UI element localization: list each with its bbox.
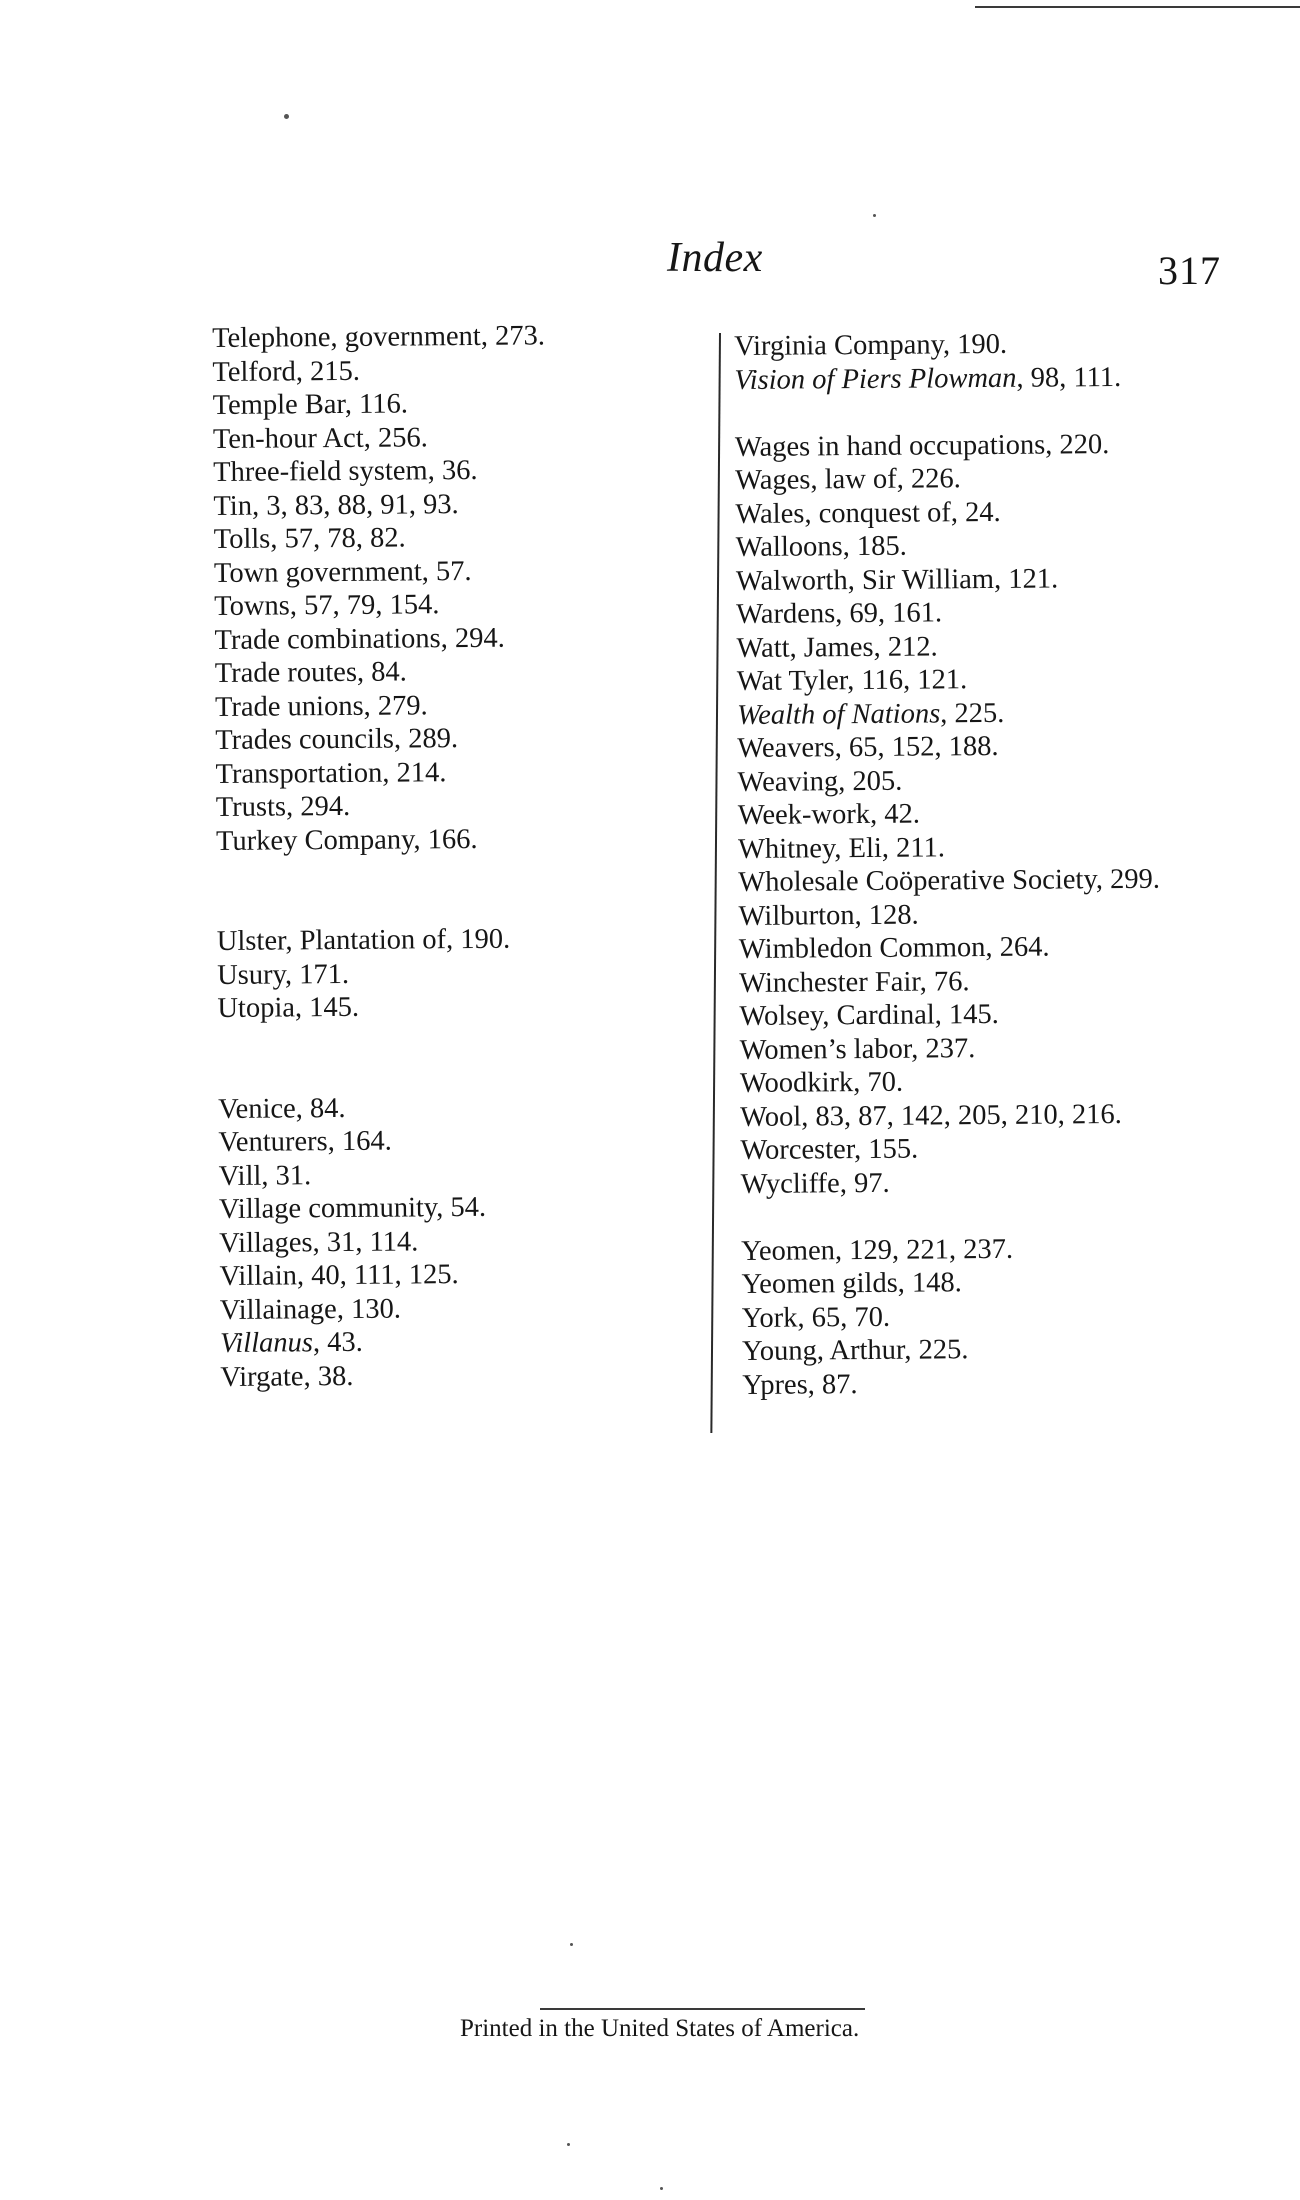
index-entry: Villain, 40, 111, 125. [219,1259,459,1292]
index-entry: Transportation, 214. [215,756,447,790]
index-entry: Weaving, 205. [737,765,903,798]
index-entry: Week-work, 42. [737,798,921,831]
index-entry: Telford, 215. [212,355,361,388]
scan-speck [570,1943,573,1946]
index-entry: Walloons, 185. [735,530,907,563]
index-entry-pages: , 225. [940,697,1005,729]
index-entry: Trades councils, 289. [215,723,459,756]
index-entry: Trusts, 294. [215,790,351,823]
index-entry: Trade routes, 84. [214,656,407,689]
index-entry: Three-field system, 36. [213,454,478,488]
index-entry-italic-term: Villanus [219,1327,314,1359]
index-entry: Trade combinations, 294. [214,622,505,656]
letter-gap [216,855,549,925]
index-entry: Young, Arthur, 225. [741,1334,969,1367]
index-entry-pages: , 98, 111. [1016,361,1122,394]
index-entry: Wycliffe, 97. [740,1167,890,1200]
index-entry: Wardens, 69, 161. [736,597,943,630]
index-entry: Women’s labor, 237. [739,1032,976,1066]
index-entry: Towns, 57, 79, 154. [214,589,440,622]
index-entry: York, 65, 70. [741,1301,891,1334]
column-divider [710,333,721,1433]
index-entry [220,1324,553,1360]
index-entry: Villainage, 130. [219,1293,402,1326]
index-entry: Tin, 3, 83, 88, 91, 93. [213,488,459,522]
index-entry: Ulster, Plantation of, 190. [216,923,511,957]
index-entry: Usury, 171. [217,958,350,991]
index-entry: Tolls, 57, 78, 82. [213,522,406,555]
letter-gap [741,1198,1163,1235]
index-entry-italic-term: Vision of Piers Plowman [734,362,1017,396]
index-entry-italic-term: Wealth of Nations [736,697,941,731]
index-entry: Venice, 84. [218,1092,346,1125]
index-entry: Wholesale Coöperative Society, 299. [738,863,1161,898]
index-entry: Village community, 54. [218,1191,487,1225]
index-entry: Wages in hand occupations, 220. [734,428,1110,463]
index-entry: Virginia Company, 190. [734,328,1008,362]
top-edge-rule [975,6,1300,8]
index-entry: Wages, law of, 226. [735,463,961,496]
index-entry: Worcester, 155. [740,1133,919,1166]
index-entry: Wilburton, 128. [738,899,919,932]
index-entry: Telephone, government, 273. [212,320,546,354]
index-entry: Virgate, 38. [220,1360,354,1393]
scan-speck [284,114,289,119]
index-entry: Vill, 31. [218,1159,312,1192]
index-column-left [212,319,553,1394]
index-entry: Temple Bar, 116. [212,388,409,421]
index-entry: Villages, 31, 114. [219,1225,419,1259]
printer-imprint: Printed in the United States of America. [460,2015,860,2042]
index-entry: Ten-hour Act, 256. [212,421,428,455]
index-entry: Whitney, Eli, 211. [737,831,946,865]
scan-speck [873,214,876,217]
index-entry: Yeomen gilds, 148. [741,1267,962,1300]
index-entry [737,695,1159,732]
index-entry: Winchester Fair, 76. [739,965,970,999]
running-head: Index [667,235,763,281]
index-entry: Wimbledon Common, 264. [738,931,1050,965]
index-entry: Yeomen, 129, 221, 237. [741,1233,1014,1267]
letter-gap [218,1023,551,1093]
index-entry: Wolsey, Cardinal, 145. [739,998,999,1032]
index-entry: Wales, conquest of, 24. [735,496,1001,530]
index-entry: Wat Tyler, 116, 121. [736,664,968,697]
index-entry: Wool, 83, 87, 142, 205, 210, 216. [740,1098,1122,1133]
index-column-right [734,327,1164,1402]
index-entry-pages: , 43. [312,1326,363,1359]
index-entry: Ypres, 87. [742,1368,858,1401]
index-entry: Trade unions, 279. [214,689,428,723]
index-entry: Weavers, 65, 152, 188. [737,730,999,764]
index-entry: Woodkirk, 70. [739,1066,904,1099]
scan-speck [567,2143,570,2146]
index-entry: Utopia, 145. [217,991,360,1024]
index-entry: Walworth, Sir William, 121. [735,562,1059,597]
index-entry: Venturers, 164. [218,1125,392,1158]
index-entry: Town government, 57. [213,555,472,589]
letter-gap [735,394,1157,431]
index-entry: Watt, James, 212. [736,630,938,664]
index-entry: Turkey Company, 166. [215,823,478,857]
index-entry [734,360,1156,397]
page-number: 317 [1158,248,1221,293]
footer-rule [540,2008,865,2010]
scan-speck [660,2187,663,2190]
